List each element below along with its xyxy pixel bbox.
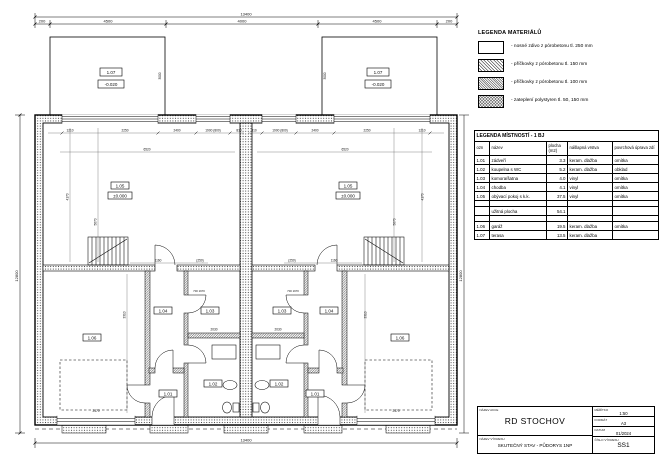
svg-text:1.06: 1.06 [395, 335, 405, 341]
cell: koupelna s WC [490, 165, 547, 174]
dim-edge-left: 200 [38, 18, 46, 24]
cell: omítka [613, 192, 659, 201]
svg-text:2470: 2470 [92, 409, 100, 413]
svg-text:1.06: 1.06 [87, 335, 97, 341]
material-label: - nosné zdivo z pórobetonu tl. 250 mm [511, 44, 593, 50]
col-povrch: povrchová úprava zdí [613, 142, 659, 156]
cell: 4.1 [547, 183, 568, 192]
cell: chodba [490, 183, 547, 192]
svg-text:-0.020: -0.020 [371, 82, 385, 87]
title-block-right [593, 407, 654, 453]
svg-text:1.04: 1.04 [158, 308, 168, 314]
material-label: - příčkovky z pórobetonu tl. 100 mm [511, 80, 588, 86]
svg-text:1.01: 1.01 [163, 391, 173, 397]
material-item [478, 77, 660, 89]
table-row [475, 156, 659, 165]
cell: 37.5 [547, 192, 568, 201]
svg-text:2030: 2030 [274, 327, 282, 332]
svg-text:-0.020: -0.020 [104, 82, 118, 87]
cell: komora/šatna [490, 174, 547, 183]
label-garage-left [83, 334, 101, 341]
col-plocha: plocha (m2) [547, 142, 568, 156]
svg-text:700 1970: 700 1970 [287, 289, 299, 293]
svg-text:1160: 1160 [330, 258, 338, 263]
top-dimension-texts [39, 12, 453, 24]
project-label: NÁZEV AKCE [479, 408, 499, 412]
total-value: 54.1 [547, 207, 568, 216]
right-panel [472, 0, 662, 468]
label-entry-left [159, 390, 177, 397]
svg-text:1.03: 1.03 [205, 308, 215, 314]
table-row [475, 231, 659, 240]
svg-text:1.05: 1.05 [343, 183, 353, 189]
svg-text:1.02: 1.02 [208, 381, 218, 387]
label-hall-right [320, 307, 338, 314]
format-value: A3 [620, 421, 627, 426]
number-label: ČÍSLO VÝKRESU [594, 438, 619, 442]
material-item [478, 59, 660, 71]
scale-value: 1:50 [619, 411, 628, 416]
svg-text:2400: 2400 [311, 128, 319, 133]
cell: 4.0 [547, 174, 568, 183]
svg-text:1900 (800): 1900 (800) [205, 128, 221, 133]
svg-text:(250): (250) [288, 258, 296, 263]
col-ozn: ozn [475, 142, 490, 156]
label-storage-left [201, 307, 219, 314]
material-label: - zateplení polystyren tl. 50, 150 mm [511, 98, 589, 104]
svg-text:5670: 5670 [392, 218, 397, 226]
number-cell [593, 437, 654, 452]
cell: garáž [490, 222, 547, 231]
cell: keram. dlažba [568, 231, 613, 240]
svg-text:2470: 2470 [392, 409, 400, 413]
legend-materials [478, 30, 660, 113]
cell: vinyl [568, 192, 613, 201]
legend-rooms-table [474, 130, 659, 240]
date-value: 01/2024 [615, 431, 632, 436]
dim-terrace-right: 4500 [372, 18, 382, 24]
label-terrace-left [98, 68, 124, 88]
svg-text:±0.000: ±0.000 [113, 193, 127, 199]
svg-text:1210: 1210 [66, 128, 74, 133]
svg-text:2030: 2030 [210, 327, 218, 332]
total-label: užitná plocha [490, 207, 547, 216]
date-cell [593, 427, 654, 437]
material-label: - příčkovky z pórobetonu tl. 150 mm [511, 62, 588, 68]
svg-text:1900 (800): 1900 (800) [272, 128, 288, 133]
svg-text:1.01: 1.01 [310, 391, 320, 397]
cell: keram. dlažba [568, 165, 613, 174]
label-bathroom-right [270, 380, 288, 387]
label-entry-right [306, 390, 324, 397]
cell: 1.04 [475, 183, 490, 192]
table-row [475, 174, 659, 183]
svg-text:1.04: 1.04 [324, 308, 334, 314]
dim-edge-right: 200 [445, 18, 453, 24]
cell: vinyl [568, 174, 613, 183]
cell: 1.07 [475, 231, 490, 240]
cell: vinyl [568, 183, 613, 192]
swatch-hatch-150 [478, 59, 504, 72]
label-hall-left [154, 307, 172, 314]
cell [568, 207, 613, 216]
label-garage-right [391, 334, 409, 341]
material-item [478, 41, 660, 53]
svg-text:1.02: 1.02 [274, 381, 284, 387]
cell [613, 207, 659, 216]
project-name: RD STOCHOV [504, 416, 566, 426]
cell: obývací pokoj s k.k. [490, 192, 547, 201]
label-storage-right [273, 307, 291, 314]
dim-terrace-depth-left: 3000 [158, 72, 162, 80]
dim-right-overall: 12800 [458, 270, 463, 282]
svg-text:2250: 2250 [121, 128, 129, 133]
svg-text:(250): (250) [196, 258, 204, 263]
dim-terrace-depth-right: 3000 [323, 72, 327, 80]
swatch-hatch-100 [478, 77, 504, 90]
number-value: SS1 [617, 442, 630, 449]
svg-text:1.07: 1.07 [106, 70, 116, 75]
cell: obklad [613, 165, 659, 174]
cell: keram. dlažba [568, 156, 613, 165]
cell: zádveří [490, 156, 547, 165]
svg-text:810: 810 [236, 128, 242, 133]
col-naslapna: nášlapná vrstva [568, 142, 613, 156]
format-label: FORMÁT [594, 418, 608, 422]
total-row [475, 207, 659, 216]
svg-text:6520: 6520 [341, 147, 349, 152]
svg-text:2400: 2400 [173, 128, 181, 133]
dim-left-overall: 12800 [14, 270, 19, 282]
svg-text:1.07: 1.07 [373, 70, 383, 75]
swatch-polystyren [478, 95, 504, 108]
svg-text:2250: 2250 [363, 128, 371, 133]
cell: 1.03 [475, 174, 490, 183]
scale-cell [593, 407, 654, 417]
cell [613, 231, 659, 240]
cell: 1.02 [475, 165, 490, 174]
dim-overall-width: 13400 [240, 11, 252, 17]
cell: omítka [613, 222, 659, 231]
cell: 1.06 [475, 222, 490, 231]
legend-rooms-title: LEGENDA MÍSTNOSTÍ - 1 BJ [475, 131, 659, 142]
svg-text:5670: 5670 [93, 218, 98, 226]
dim-bottom-overall: 13400 [240, 437, 252, 443]
svg-text:4170: 4170 [420, 193, 425, 201]
svg-text:1.05: 1.05 [115, 183, 125, 189]
table-row [475, 165, 659, 174]
drawing-label: NÁZEV VÝKRESU [479, 437, 505, 441]
dim-middle: 4000 [237, 18, 247, 24]
cell: omítka [613, 156, 659, 165]
project-cell [478, 407, 592, 436]
cell: 3.3 [547, 156, 568, 165]
cell: omítka [613, 183, 659, 192]
pavement-strip [35, 426, 457, 434]
date-label: DATUM [594, 428, 605, 432]
svg-text:±0.000: ±0.000 [341, 193, 355, 199]
swatch-solid-wall [478, 41, 504, 54]
cell [475, 207, 490, 216]
label-terrace-right [365, 68, 391, 88]
legend-materials-title: LEGENDA MATERIÁLŮ [478, 30, 542, 36]
table-row [475, 183, 659, 192]
svg-text:3310: 3310 [122, 311, 127, 319]
svg-text:700 1970: 700 1970 [193, 289, 205, 293]
material-item [478, 95, 660, 107]
cell: 19.5 [547, 222, 568, 231]
svg-text:810: 810 [251, 128, 257, 133]
title-block-left [478, 407, 593, 453]
table-row [475, 192, 659, 201]
svg-text:4170: 4170 [65, 193, 70, 201]
dim-terrace-left: 4500 [103, 18, 113, 24]
col-nazev: název [490, 142, 547, 156]
cell: keram. dlažba [568, 222, 613, 231]
scale-label: MĚŘÍTKO [594, 408, 609, 412]
svg-text:1210: 1210 [418, 128, 426, 133]
svg-text:1160: 1160 [154, 258, 162, 263]
svg-text:6520: 6520 [143, 147, 151, 152]
cell: 1.05 [475, 192, 490, 201]
drawing-cell [478, 436, 592, 453]
central-party-wall [240, 123, 252, 417]
cell: 13.5 [547, 231, 568, 240]
cell: 5.2 [547, 165, 568, 174]
table-row [475, 222, 659, 231]
svg-text:1.03: 1.03 [277, 308, 287, 314]
cell: omítka [613, 174, 659, 183]
format-cell [593, 417, 654, 427]
cell: terasa [490, 231, 547, 240]
svg-text:3310: 3310 [363, 311, 368, 319]
cell: 1.01 [475, 156, 490, 165]
drawing-name: SKUTEČNÝ STAV - PŮDORYS 1NP [497, 442, 573, 448]
label-bathroom-left [204, 380, 222, 387]
title-block [477, 406, 655, 454]
